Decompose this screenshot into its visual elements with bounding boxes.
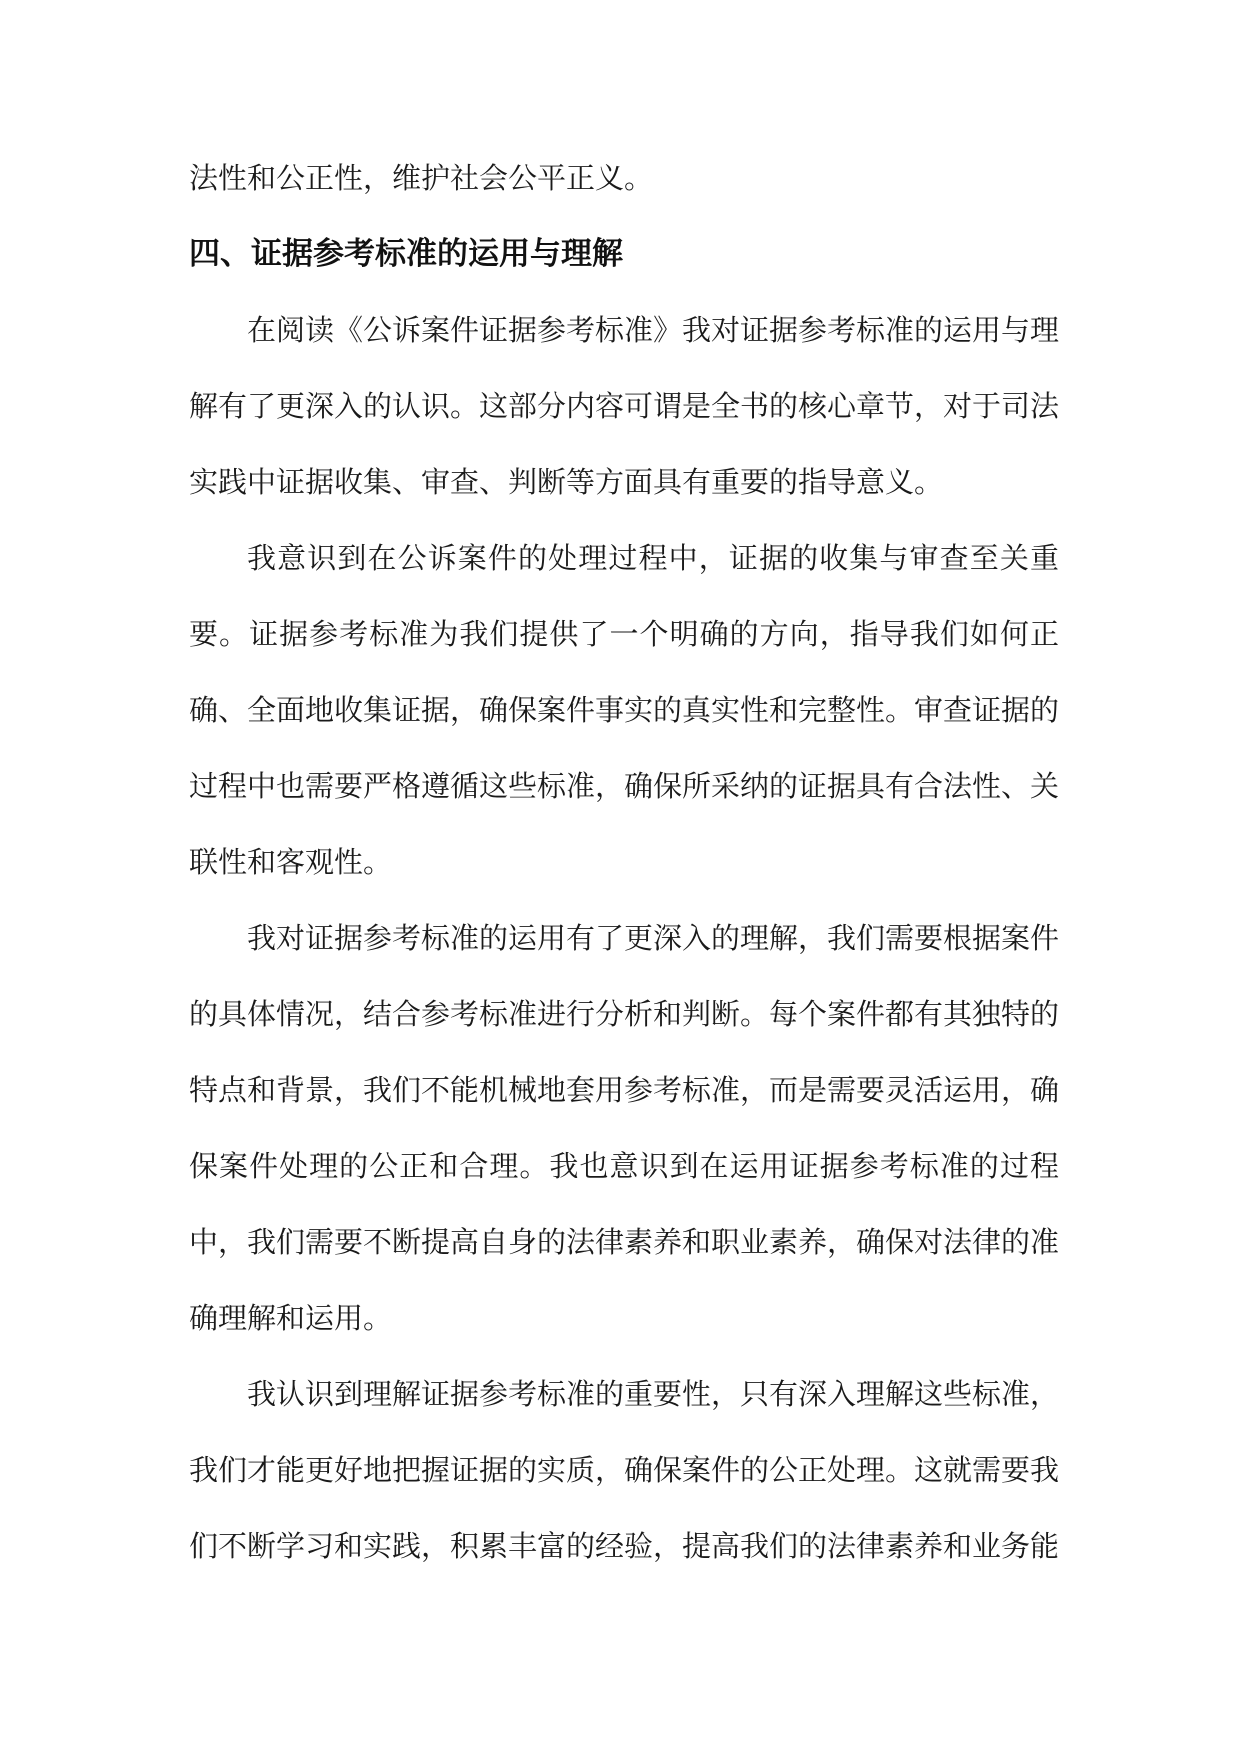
section-heading: 四、证据参考标准的运用与理解 <box>189 236 623 272</box>
continuation-paragraph: 法性和公正性，维护社会公平正义。 <box>189 161 654 195</box>
document-body <box>189 140 1059 1584</box>
body-paragraph-2: 我意识到在公诉案件的处理过程中，证据的收集与审查至关重要。证据参考标准为我们提供了一个明确的方向，指导我们如何正确、全面地收集证据，确保案件事实的真实性和完整性。审查证据的过程中也需要严格遵循这些标准，确保所采纳的证据具有合法性、关联性和客观性。 <box>189 541 1060 879</box>
body-paragraph-1: 在阅读《公诉案件证据参考标准》我对证据参考标准的运用与理解有了更深入的认识。这部分内容可谓是全书的核心章节，对于司法实践中证据收集、审查、判断等方面具有重要的指导意义。 <box>189 313 1060 499</box>
body-paragraph-4: 我认识到理解证据参考标准的重要性，只有深入理解这些标准，我们才能更好地把握证据的实质，确保案件的公正处理。这就需要我们不断学习和实践，积累丰富的经验，提高我们的法律素养和业务能 <box>189 1377 1060 1563</box>
body-paragraph-3: 我对证据参考标准的运用有了更深入的理解，我们需要根据案件的具体情况，结合参考标准进行分析和判断。每个案件都有其独特的特点和背景，我们不能机械地套用参考标准，而是需要灵活运用，确保案件处理的公正和合理。我也意识到在运用证据参考标准的过程中，我们需要不断提高自身的法律素养和职业素养，确保对法律的准确理解和运用。 <box>189 921 1060 1335</box>
